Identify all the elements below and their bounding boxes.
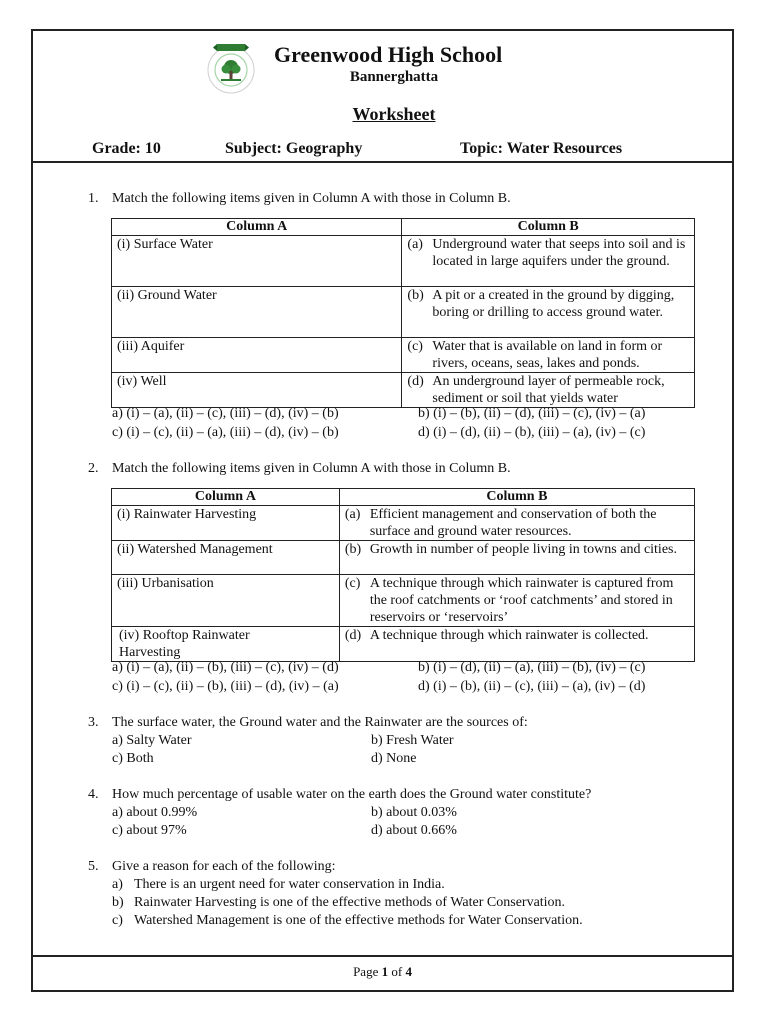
column-b-cell	[339, 506, 694, 541]
table-row	[112, 373, 695, 408]
column-a-cell: (i) Rainwater Harvesting	[112, 506, 340, 541]
column-a-cell: (iii) Aquifer	[112, 338, 402, 373]
question-number: 5.	[88, 859, 99, 874]
table-row	[112, 575, 695, 627]
table-row	[112, 506, 695, 541]
column-a-cell: (iii) Urbanisation	[112, 575, 340, 627]
option-tag: (d)	[407, 374, 424, 389]
reason-text: Rainwater Harvesting is one of the effective methods of Water Conservation.	[134, 895, 566, 910]
reason-label: a)	[112, 877, 123, 892]
answer-option-c[interactable]: c) (i) – (c), (ii) – (a), (iii) – (d), (iv) – (b)	[112, 425, 339, 440]
answer-option-b[interactable]: b) (i) – (d), (ii) – (a), (iii) – (b), (iv) – (c)	[418, 660, 646, 675]
column-a-cell	[112, 627, 340, 662]
column-b-header: Column B	[339, 489, 694, 506]
answer-option-d[interactable]: d) (i) – (b), (ii) – (c), (iii) – (a), (iv) – (d)	[418, 679, 646, 694]
answer-option-c[interactable]: c) about 97%	[112, 823, 187, 838]
answer-option-d[interactable]: d) about 0.66%	[371, 823, 457, 838]
column-a-cell: (ii) Ground Water	[112, 287, 402, 338]
grade-label: Grade: 10	[92, 140, 161, 157]
option-tag: (b)	[344, 542, 362, 557]
option-tag: (d)	[344, 628, 362, 643]
option-text: An underground layer of permeable rock, sediment or soil that yields water	[432, 374, 665, 406]
current-page: 1	[381, 964, 389, 979]
column-b-cell	[339, 627, 694, 662]
total-pages: 4	[405, 964, 412, 979]
option-text: Water that is available on land in form or rivers, oceans, seas, lakes and ponds.	[432, 339, 663, 371]
reason-label: b)	[112, 895, 124, 910]
question-number: 4.	[88, 787, 99, 802]
column-a-cell: (ii) Watershed Management	[112, 541, 340, 575]
school-location: Bannerghatta	[349, 69, 439, 85]
option-tag: (c)	[407, 339, 423, 354]
table-row	[112, 627, 695, 662]
question-text: Give a reason for each of the following:	[112, 859, 336, 874]
answer-option-b[interactable]: b) about 0.03%	[371, 805, 457, 820]
school-name: Greenwood High School	[274, 42, 503, 67]
match-table-1	[111, 218, 695, 408]
worksheet-title: Worksheet	[352, 104, 436, 124]
question-text: Match the following items given in Column A with those in Column B.	[112, 461, 511, 476]
option-text: Efficient management and conservation of both the surface and ground water resources.	[369, 507, 657, 539]
question-text: Match the following items given in Column A with those in Column B.	[112, 191, 511, 206]
question-text: How much percentage of usable water on the earth does the Ground water constitute?	[112, 787, 592, 802]
table-row	[112, 236, 695, 287]
option-tag: (c)	[344, 576, 361, 591]
column-b-cell	[402, 236, 695, 287]
question-text: The surface water, the Ground water and the Rainwater are the sources of:	[112, 715, 528, 730]
answer-option-c[interactable]: c) Both	[112, 751, 154, 766]
match-table-2	[111, 488, 695, 662]
column-b-cell	[402, 338, 695, 373]
answer-option-a[interactable]: a) (i) – (a), (ii) – (b), (iii) – (c), (iv) – (d)	[112, 660, 339, 675]
option-text: A technique through which rainwater is collected.	[369, 628, 649, 643]
of-word: of	[391, 964, 403, 979]
subject-label: Subject: Geography	[225, 140, 363, 157]
column-b-cell	[339, 575, 694, 627]
answer-option-d[interactable]: d) None	[371, 751, 417, 766]
column-b-cell	[402, 287, 695, 338]
answer-option-c[interactable]: c) (i) – (c), (ii) – (b), (iii) – (d), (iv) – (a)	[112, 679, 339, 694]
column-a-cell: (i) Surface Water	[112, 236, 402, 287]
reason-label: c)	[112, 913, 123, 928]
column-a-cell: (iv) Well	[112, 373, 402, 408]
answer-option-b[interactable]: b) Fresh Water	[371, 733, 454, 748]
footer-divider	[33, 955, 732, 957]
option-tag: (b)	[407, 288, 424, 303]
option-text: Underground water that seeps into soil and is located in large aquifers under the ground.	[432, 237, 686, 269]
question-number: 3.	[88, 715, 99, 730]
answer-option-b[interactable]: b) (i) – (b), (ii) – (d), (iii) – (c), (iv) – (a)	[418, 406, 646, 421]
column-b-cell	[339, 541, 694, 575]
column-a-text: (iv) Rooftop Rainwater Harvesting	[119, 628, 250, 660]
reason-text: There is an urgent need for water conservation in India.	[134, 877, 445, 892]
reason-text: Watershed Management is one of the effective methods for Water Conservation.	[134, 913, 583, 928]
option-tag: (a)	[407, 237, 423, 252]
answer-option-a[interactable]: a) Salty Water	[112, 733, 192, 748]
option-text: Growth in number of people living in towns and cities.	[369, 542, 677, 557]
question-number: 2.	[88, 461, 99, 476]
option-tag: (a)	[344, 507, 361, 522]
answer-option-a[interactable]: a) (i) – (a), (ii) – (c), (iii) – (d), (iv) – (b)	[112, 406, 339, 421]
question-number: 1.	[88, 191, 99, 206]
page-word: Page	[353, 964, 379, 979]
table-row	[112, 541, 695, 575]
answer-option-d[interactable]: d) (i) – (d), (ii) – (b), (iii) – (a), (iv) – (c)	[418, 425, 646, 440]
table-row	[112, 338, 695, 373]
header-divider	[33, 161, 732, 163]
page-number	[33, 964, 732, 980]
column-a-header: Column A	[112, 219, 402, 236]
column-b-header: Column B	[402, 219, 695, 236]
option-text: A pit or a created in the ground by digging, boring or drilling to access ground water.	[432, 288, 675, 320]
table-row	[112, 287, 695, 338]
answer-option-a[interactable]: a) about 0.99%	[112, 805, 198, 820]
school-logo-icon	[204, 41, 258, 95]
topic-label: Topic: Water Resources	[460, 140, 623, 157]
column-a-header: Column A	[112, 489, 340, 506]
option-text: A technique through which rainwater is captured from the roof catchments or ‘roof catchments’ and stored in reservoirs or ‘reservoirs’	[369, 576, 674, 625]
column-b-cell	[402, 373, 695, 408]
